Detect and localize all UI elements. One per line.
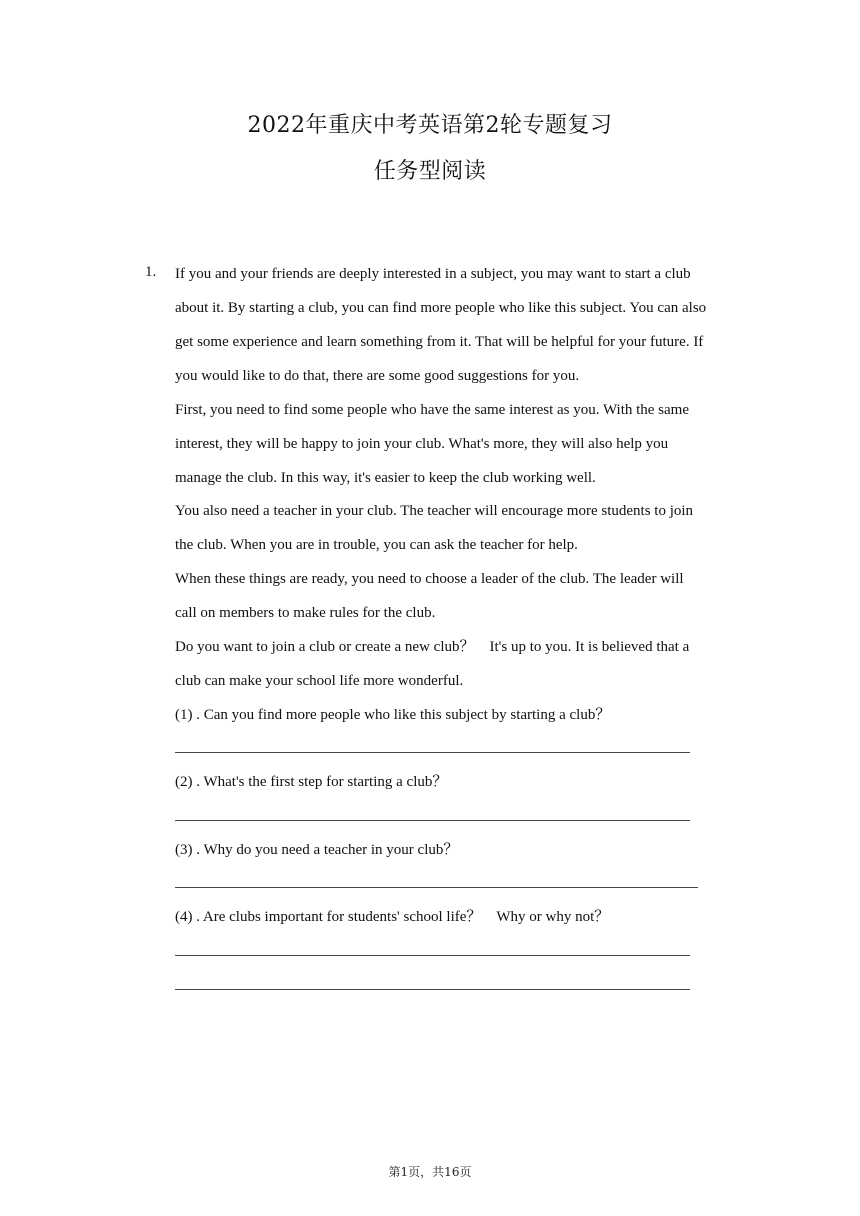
passage-line: call on members to make rules for the club. <box>175 605 436 621</box>
sub-question-4: (4) . Are clubs important for students' school life？ Why or why not？ <box>175 909 610 925</box>
answer-blank-3[interactable] <box>175 887 698 888</box>
answer-blank-1[interactable] <box>175 752 690 753</box>
document-title: 2022年重庆中考英语第2轮专题复习 <box>247 113 613 138</box>
passage-line: You also need a teacher in your club. The teacher will encourage more students to join <box>175 503 694 519</box>
passage-line: When these things are ready, you need to choose a leader of the club. The leader will <box>175 571 684 587</box>
answer-blank-4b[interactable] <box>175 989 690 990</box>
question-number: 1. <box>145 264 157 280</box>
passage-line: Do you want to join a club or create a new club？ It's up to you. It is believed that a <box>175 639 690 655</box>
document-subtitle: 任务型阅读 <box>373 159 487 184</box>
passage-line: get some experience and learn something from it. That will be helpful for your future. If <box>175 334 704 350</box>
passage-line: If you and your friends are deeply interested in a subject, you may want to start a club <box>175 266 691 282</box>
passage-line: First, you need to find some people who have the same interest as you. With the same <box>175 402 690 418</box>
answer-blank-4a[interactable] <box>175 955 690 956</box>
sub-question-1: (1) . Can you find more people who like this subject by starting a club？ <box>175 707 611 723</box>
passage-line: manage the club. In this way, it's easier to keep the club working well. <box>175 470 596 486</box>
passage-line: you would like to do that, there are some good suggestions for you. <box>175 368 580 384</box>
passage-line: interest, they will be happy to join your club. What's more, they will also help you <box>175 436 669 452</box>
answer-blank-2[interactable] <box>175 820 690 821</box>
passage-line: about it. By starting a club, you can find more people who like this subject. You can also <box>175 300 707 316</box>
passage-line: the club. When you are in trouble, you can ask the teacher for help. <box>175 537 578 553</box>
sub-question-3: (3) . Why do you need a teacher in your club？ <box>175 842 459 858</box>
passage-line: club can make your school life more wonderful. <box>175 673 464 689</box>
sub-question-2: (2) . What's the first step for starting a club？ <box>175 774 448 790</box>
page-number: 第1页，共16页 <box>388 1165 472 1179</box>
